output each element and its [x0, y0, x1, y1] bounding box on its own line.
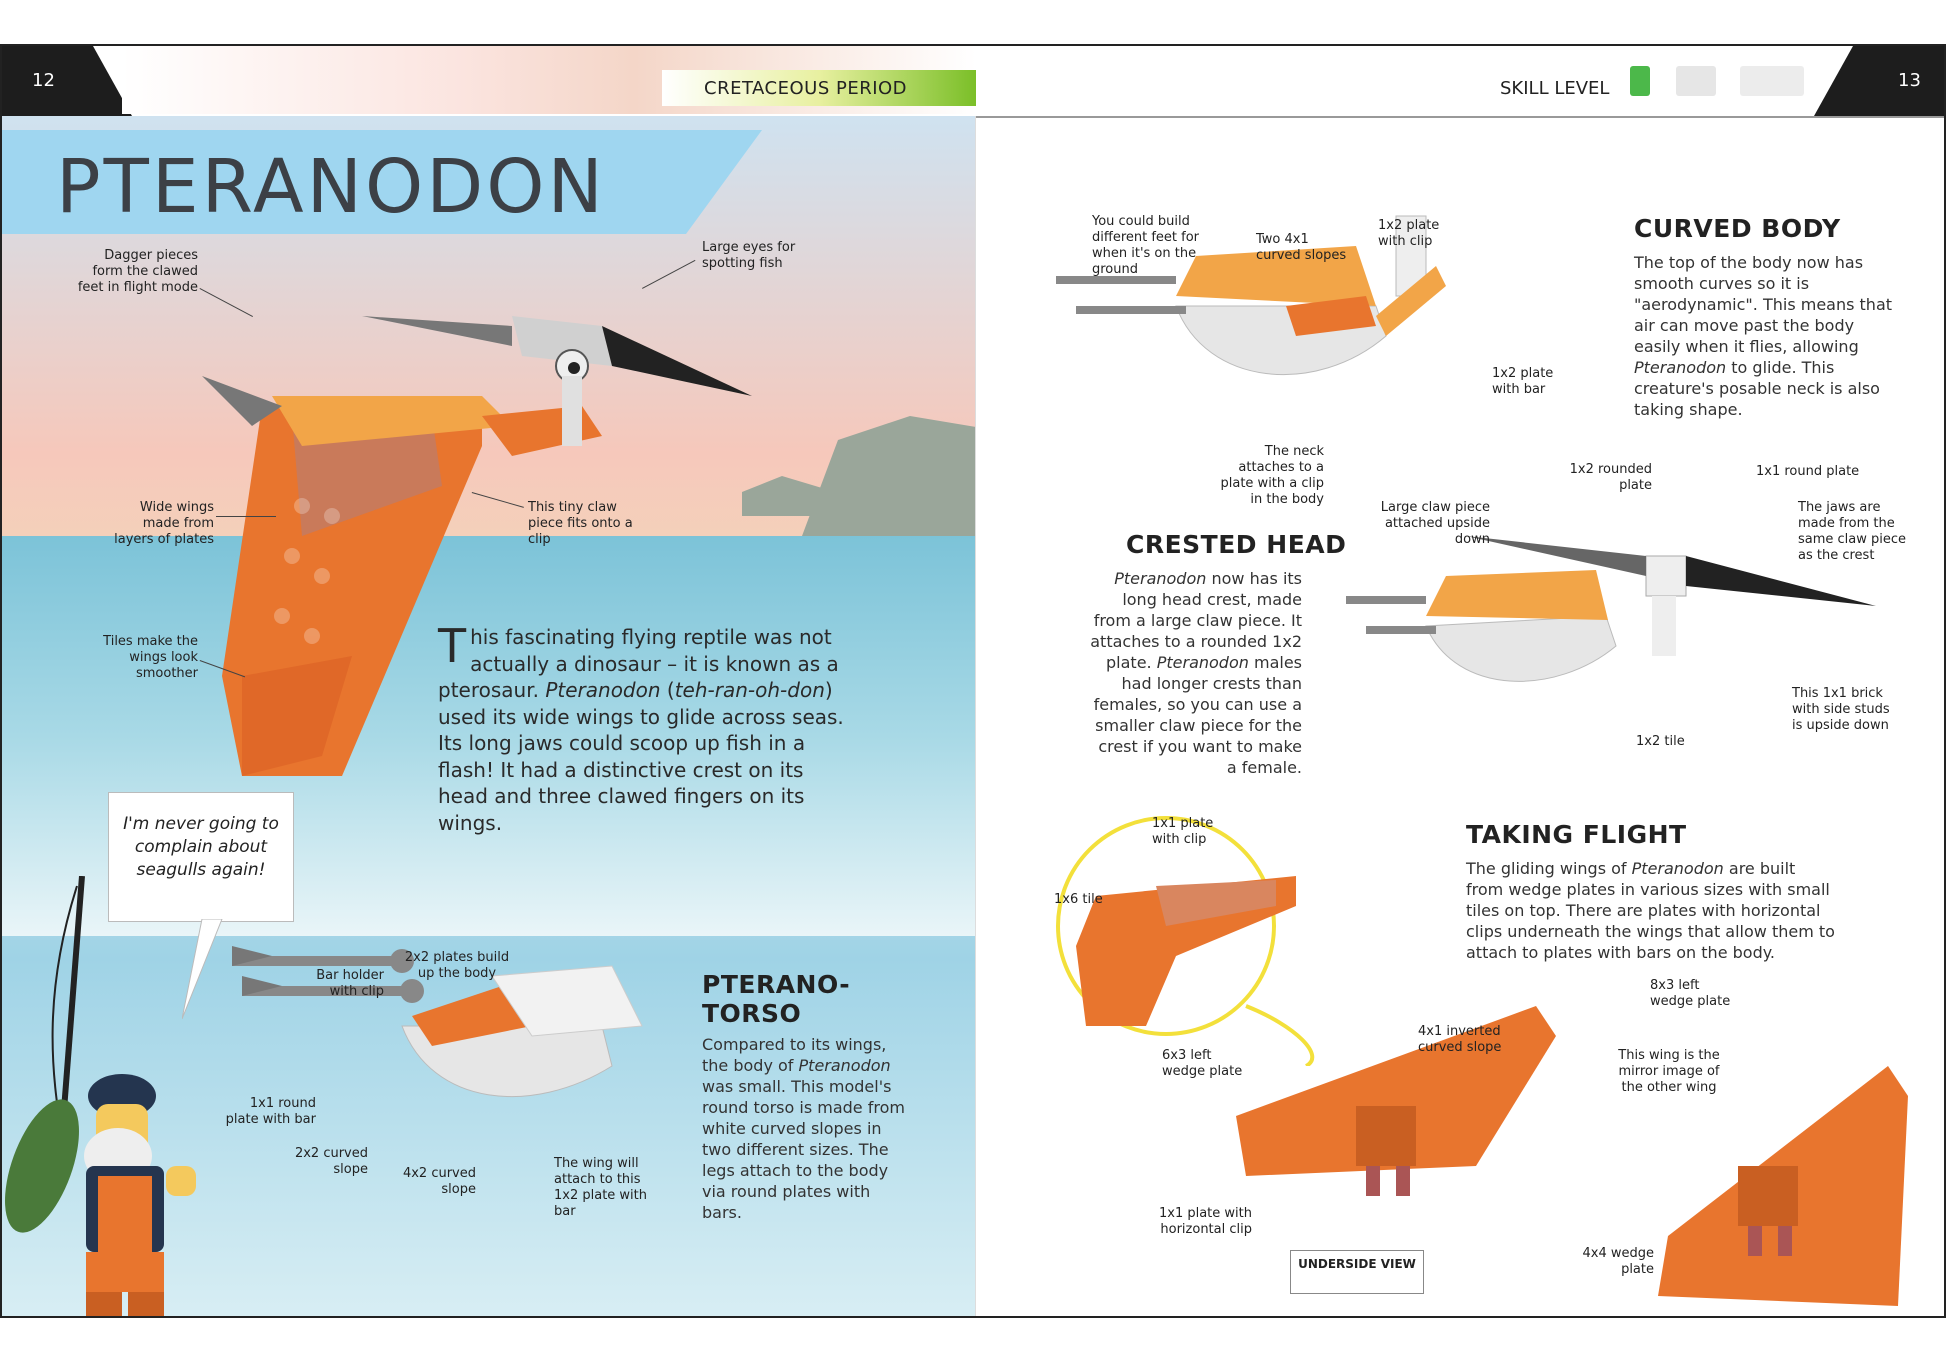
crested-head-heading: CRESTED HEAD [1126, 530, 1347, 559]
curved-body-paragraph [1634, 252, 1902, 420]
leader-line [216, 516, 276, 517]
label-dagger-pieces: Dagger pieces form the clawed feet in flight mode [77, 248, 198, 295]
speech-text: I'm never going to complain about seagulls again! [123, 814, 279, 880]
crested-head-paragraph [1086, 568, 1302, 778]
fisherman-minifig-image [2, 876, 212, 1316]
label-different-feet: You could build different feet for when it's on the ground [1092, 214, 1200, 277]
label-round-plate-1x1: 1x1 round plate [1756, 464, 1860, 479]
curved-text-1: The top of the body now has smooth curves so it is "aerodynamic". This means that air can move past the body easily when it flies, allowing [1634, 253, 1893, 356]
crest-text-2: males had longer crests than females, so you can use a smaller claw piece for the crest if you want to make a female. [1093, 653, 1302, 777]
intro-text-3: ) used its wide wings to glide across seas. Its long jaws could scoop up fish in a flash! It had a distinctive crest on its head and three clawed fingers on its wings. [438, 678, 844, 835]
intro-paragraph [438, 619, 858, 836]
curved-italic: Pteranodon [1634, 358, 1727, 377]
label-neck-attaches: The neck attaches to a plate with a clip in the body [1220, 444, 1324, 507]
label-brick-side-studs: This 1x1 brick with side studs is upside down [1792, 686, 1890, 733]
crest-italic-2: Pteranodon [1156, 653, 1249, 672]
torso-text-2: was small. This model's round torso is made from white curved slopes in two different sizes. The legs attach to the body via round plates with bars. [702, 1077, 905, 1222]
skill-block-2 [1676, 66, 1716, 96]
label-2x2-curved: 2x2 curved slope [294, 1146, 368, 1177]
label-jaws: The jaws are made from the same claw piece as the crest [1798, 500, 1907, 563]
label-inverted-slope: 4x1 inverted curved slope [1418, 1024, 1502, 1055]
intro-text-2: ( [660, 678, 675, 702]
label-bar-holder: Bar holder with clip [316, 968, 384, 999]
drop-cap: T [438, 619, 467, 673]
intro-italic-1: Pteranodon [545, 678, 661, 702]
label-large-claw: Large claw piece attached upside down [1380, 500, 1490, 547]
skill-block-3 [1740, 66, 1804, 96]
label-large-eyes: Large eyes for spotting fish [702, 240, 796, 271]
label-1x2-tile: 1x2 tile [1636, 734, 1685, 749]
torso-heading: PTERANO-TORSO [702, 970, 851, 1028]
label-rounded-plate: 1x2 rounded plate [1569, 462, 1652, 493]
label-round-plate: 1x1 round plate with bar [225, 1096, 316, 1127]
label-plate-with-clip: 1x2 plate with clip [1378, 218, 1440, 249]
taking-flight-paragraph [1466, 858, 1836, 963]
underside-view-badge: UNDERSIDE VIEW [1290, 1250, 1424, 1294]
period-tab-label: CRETACEOUS PERIOD [704, 78, 908, 99]
torso-paragraph [702, 1034, 912, 1223]
left-corner [2, 46, 132, 116]
label-2x2-plates: 2x2 plates build up the body [404, 950, 510, 981]
flight-italic: Pteranodon [1631, 859, 1724, 878]
curved-text-2: to glide. This creature's posable neck is also taking shape. [1634, 358, 1880, 419]
label-6x3-wedge: 6x3 left wedge plate [1162, 1048, 1243, 1079]
flight-text-2: are built from wedge plates in various sizes with small tiles on top. There are plates with horizontal clips underneath the wings that allow them to attach to plates with bars on the body. [1466, 859, 1835, 962]
underside-wing-image [1236, 996, 1566, 1226]
label-mirror-wing: This wing is the mirror image of the other wing [1618, 1048, 1720, 1095]
label-1x6-tile: 1x6 tile [1054, 892, 1103, 907]
label-tiny-claw: This tiny claw piece fits onto a clip [528, 500, 633, 547]
left-page [2, 116, 976, 1318]
label-4x2-curved: 4x2 curved slope [402, 1166, 476, 1197]
label-tiles: Tiles make the wings look smoother [103, 634, 198, 681]
label-4x4-wedge: 4x4 wedge plate [1582, 1246, 1654, 1277]
intro-text-1: his fascinating flying reptile was not actually a dinosaur – it is known as a pterosaur. [438, 625, 839, 702]
label-wing-attach: The wing will attach to this 1x2 plate with bar [554, 1156, 648, 1219]
skill-block-1 [1630, 66, 1650, 96]
label-wide-wings: Wide wings made from layers of plates [114, 500, 214, 547]
crest-italic-1: Pteranodon [1114, 569, 1207, 588]
period-tab [662, 70, 976, 106]
label-8x3-wedge: 8x3 left wedge plate [1650, 978, 1731, 1009]
right-corner [1814, 46, 1944, 116]
label-horizontal-clip: 1x1 plate with horizontal clip [1158, 1206, 1252, 1237]
page-number-left: 12 [32, 70, 55, 91]
page-title: PTERANODON [56, 144, 606, 230]
book-spread [0, 44, 1946, 1318]
spine-divider [975, 116, 976, 1318]
torso-text-1: Compared to its wings, the body of [702, 1035, 887, 1075]
flight-text-1: The gliding wings of [1466, 859, 1632, 878]
intro-italic-2: teh-ran-oh-don [674, 678, 825, 702]
label-plate-with-clip-flight: 1x1 plate with clip [1152, 816, 1214, 847]
taking-flight-heading: TAKING FLIGHT [1466, 820, 1687, 849]
header-bar [2, 46, 1944, 118]
page-number-right: 13 [1898, 70, 1921, 91]
crest-text-1: now has its long head crest, made from a large claw piece. It attaches to a rounded 1x2 plate. [1090, 569, 1302, 672]
label-two-curved-slopes: Two 4x1 curved slopes [1256, 232, 1347, 263]
torso-italic: Pteranodon [798, 1056, 891, 1075]
right-page [976, 116, 1946, 1318]
label-plate-with-bar: 1x2 plate with bar [1492, 366, 1554, 397]
skill-level-label: SKILL LEVEL [1500, 78, 1610, 99]
curved-body-heading: CURVED BODY [1634, 214, 1841, 243]
